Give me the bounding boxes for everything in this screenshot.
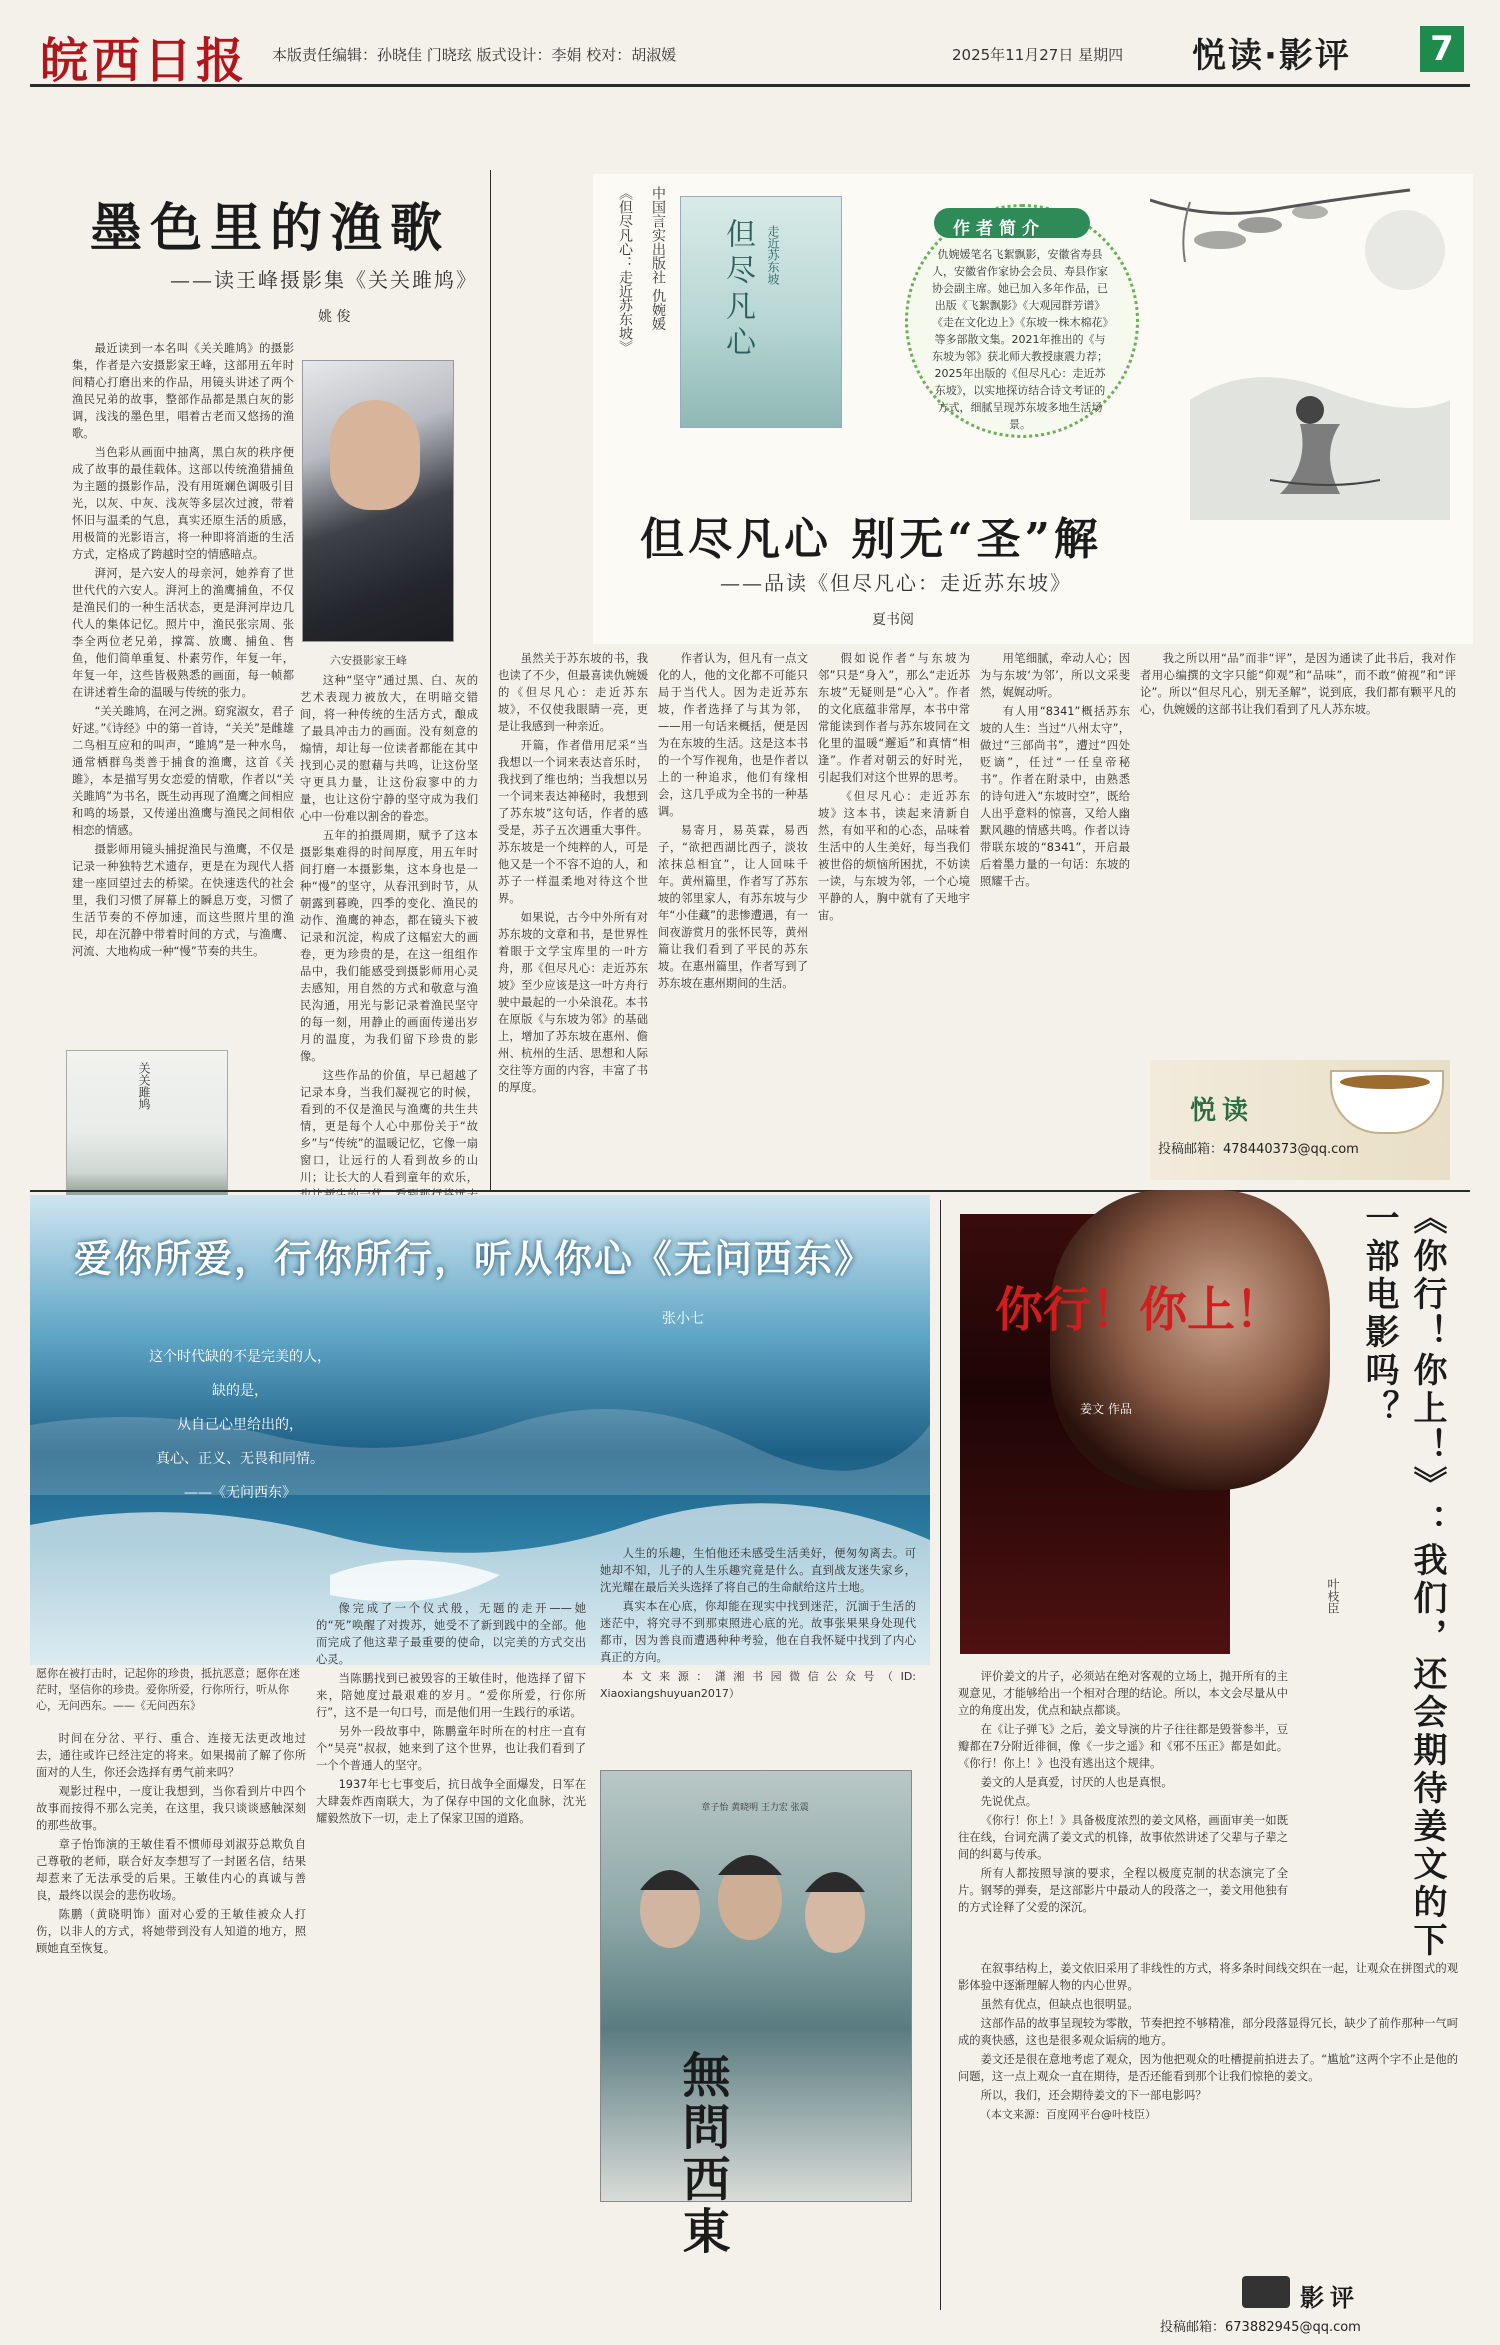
- book-cover-dongpo: [680, 196, 842, 428]
- paragraph: 用笔细腻，牵动人心；因为与东坡‘为邻’，所以文采斐然，娓娓动听。: [980, 652, 1130, 699]
- paragraph: 开篇，作者借用尼采“当我想以一个词来表达音乐时，我找到了维也纳；当我想以另一个词来表达神秘时，我想到了苏东坡”这句话，作者的感受是，苏子五次遇重大事件。苏东坡是一个纯粹的人，可是他又是一个不容不迫的人，和苏子一样温柔地对待这个世界。: [498, 739, 648, 905]
- quote-line: 真心、正义、无畏和同情。: [156, 1451, 324, 1467]
- tea-surface: [1340, 1075, 1430, 1089]
- paragraph: 我之所以用“品”而非“评”，是因为通读了此书后，我对作者用心编撰的文字只能“仰观”和“品味”，而不敢“俯视”和“评论”。所以“但尽凡心，别无圣解”，说到底，我们都有颗平凡的心，仇婉媛的这部书让我们看到了凡人苏东坡。: [1140, 652, 1456, 716]
- author-intro-text: 仇婉媛笔名飞絮飘影，安徽省寿县人，安徽省作家协会会员、寿县作家协会副主席。她已加入多年作品，已出版《飞絮飘影》《大观园群芳谱》《走在文化边上》《东坡一株木棉花》等多部散文集。2021年推出的《与东坡为邻》获北师大教授康震力荐；2025年出版的《但尽凡心：走近苏东坡》，以实地探访结合诗文考证的方式，细腻呈现苏东坡多地生活场景。: [932, 248, 1108, 431]
- article1-column-2: [300, 672, 478, 1202]
- paragraph: 《但尽凡心：走近苏东坡》这本书，读起来清新自然，有如平和的心态，品味着生活中的人生美好，每当我们被世俗的烦恼所困扰，不妨读一读，与东坡为邻，一个心境平静的人，胸中就有了天地宇宙。: [818, 790, 970, 922]
- portrait-face: [330, 400, 420, 510]
- article1-author: 姚 俊: [318, 309, 351, 325]
- quote-line: 缺的是，: [212, 1383, 268, 1399]
- column-divider: [490, 170, 491, 1190]
- contribution-email-1: 投稿邮箱：478440373@qq.com: [1158, 1142, 1359, 1157]
- article2-column-3: [818, 650, 970, 1180]
- horizontal-divider: [30, 1190, 1470, 1192]
- article3-column-2: [316, 1600, 586, 2310]
- poem-caption: 愿你在被打击时，记起你的珍贵，抵抗恶意；愿你在迷茫时，坚信你的珍贵。爱你所爱，行你所行，听从你心，无问西东。——《无问西东》: [36, 1667, 300, 1712]
- paragraph: 在《让子弹飞》之后，姜文导演的片子往往都是毁誉参半，豆瓣都在7分附近徘徊，像《一步之遥》和《邪不压正》都是如此。《你行！你上！》也没有逃出这个规律。: [958, 1723, 1288, 1770]
- paragraph: 易寄月，易英霖，易西子，“欲把西湖比西子，淡妆浓抹总相宜”，让人回味千年。黄州篇里，作者写了苏东坡的邻里家人，有苏东坡与少年“小佳藏”的悲惨遭遇，有一间夜游赏月的张怀民等，黄州篇让我们看到了平民的苏东坡。在惠州篇里，作者写到了苏东坡在惠州期间的生活。: [658, 824, 808, 990]
- article2-column-1: [498, 650, 648, 1180]
- poster-credits: 章子怡 黄晓明 王力宏 张震: [701, 1803, 809, 1813]
- poster-title: 無問西東: [674, 2050, 730, 2258]
- article2-title: 但尽凡心 别无“圣”解: [640, 514, 1102, 565]
- paragraph: 这部作品的故事呈现较为零散，节奏把控不够精准，部分段落显得冗长，缺少了前作那种一气呵成的爽快感，这也是很多观众诟病的地方。: [958, 2017, 1458, 2047]
- book-cover-subtitle: 走近苏东坡: [766, 225, 780, 285]
- poster-title: 你行！你上！: [995, 1282, 1284, 1338]
- paragraph: 如果说，古今中外所有对苏东坡的文章和书，是世界性着眼于文学宝库里的一叶方舟，那《但尽凡心：走近苏东坡》至少应该是这一叶方舟行驶中最起的一小朵浪花。本书在原版《与东坡为邻》的基础上，增加了苏东坡在惠州、儋州、杭州的生活、思想和人际交往等方面的内容，丰富了书的厚度。: [498, 911, 648, 1094]
- paragraph: 真实本在心底，你却能在现实中找到迷茫，沉湎于生活的迷茫中，将究寻不到那束照进心底的光。故事张果果身处现代都市，因为善良而遭遇种种考验，他在自我怀疑中找到了内心真正的方向。: [600, 1600, 916, 1664]
- article3-author: 张小七: [662, 1311, 704, 1327]
- book-info-title: 《但尽凡心：走近苏东坡》: [617, 186, 633, 354]
- quote-line: 从自己心里给出的，: [177, 1417, 303, 1433]
- article2-column-4: [980, 650, 1130, 1180]
- paragraph: 这种“坚守”通过黑、白、灰的艺术表现力被放大，在明暗交错间，将一种传统的生活方式，酿成了最具冲击力的画面。没有刻意的煽情，却让每一位读者都能在其中找到心灵的慰藉与共鸣，让这份坚守更具力量，让这份寂寥中的力量，也让这份宁静的坚守成为我们心中一份难以割舍的眷恋。: [300, 674, 478, 823]
- article2-author: 夏书阅: [872, 612, 914, 628]
- article3-title: 爱你所爱，行你所行，听从你心《无问西东》: [74, 1236, 875, 1281]
- article1-column-1: [72, 340, 294, 1040]
- article2-column-2: [658, 650, 808, 1180]
- yingping-label: 影评: [1300, 2283, 1360, 2312]
- paragraph: 作者认为，但凡有一点文化的人，他的文化都不可能只局于当代人。因为走近苏东坡，作者选择了与其为邻，——用一句话来概括，便是因为在东坡的生活。这是这本书的一个写作视角，也是作者以上的一种追求，他们有缘相会，这几乎成为全书的一种基调。: [658, 652, 808, 818]
- quote-line: 这个时代缺的不是完美的人，: [149, 1349, 331, 1365]
- paragraph: 人生的乐趣，生怕他还未感受生活美好，便匆匆离去。可她却不知，儿子的人生乐趣究竟是什么。直到战友迷失家乡，沈光耀在最后关头选择了将自己的生命献给这片土地。: [600, 1547, 916, 1594]
- paragraph: 1937年七七事变后，抗日战争全面爆发，日军在大肆轰炸西南联大，为了保存中国的文化血脉，沈光耀毅然放下一切，走上了保家卫国的道路。: [316, 1778, 586, 1825]
- paragraph: 湃河，是六安人的母亲河，她养育了世世代代的六安人。湃河上的渔鹰捕鱼，不仅是渔民们的一种生活状态，更是湃河岸边几代人的集体记忆。照片中，渔民张宗周、张李全两位老兄弟，撑篙、放鹰、捕鱼、售鱼，他们简单重复、朴素劳作，年复一年，年复一年，这些皆极熟悉的画面，每一帧都在讲述着生命的温暖与传统的张力。: [72, 567, 294, 699]
- section-title: 悦读·影评: [1192, 36, 1351, 76]
- contribution-email-2: 投稿邮箱：673882945@qq.com: [1160, 2320, 1361, 2335]
- paragraph: 另外一段故事中，陈鹏童年时所在的村庄一直有个“吴亮”叔叔，她来到了这个世界，也让我们看到了一个个普通人的坚守。: [316, 1725, 586, 1772]
- paragraph: 章子怡饰演的王敏佳看不惯师母刘淑芬总欺负自己尊敬的老师，联合好友李想写了一封匿名信，结果却惹来了无法承受的后果。王敏佳内心的真诚与善良，最终以误会的悲伤收场。: [36, 1838, 306, 1902]
- source-note: 本文来源：潇湘书园微信公众号（ID: Xiaoxiangshuyuan2017）: [600, 1670, 916, 1700]
- issue-date: 2025年11月27日 星期四: [952, 46, 1124, 64]
- paragraph: 时间在分岔、平行、重合、连接无法更改地过去，通往或许已经注定的将来。如果揭前了解了你所面对的人生，你还会选择有勇气前来吗？: [36, 1732, 306, 1779]
- book-cover-title: 但尽凡心: [720, 218, 755, 362]
- article2-subtitle: ——品读《但尽凡心：走近苏东坡》: [720, 571, 1072, 595]
- paragraph: 评价姜文的片子，必须站在绝对客观的立场上，抛开所有的主观意见，才能够给出一个相对合理的结论。所以，本文会尽量从中立的角度出发，优点和缺点都谈。: [958, 1670, 1288, 1717]
- editor-credits: 本版责任编辑：孙晓佳 门晓玹 版式设计：李娟 校对：胡淑媛: [272, 46, 677, 64]
- article1-subtitle: ——读王峰摄影集《关关雎鸠》: [170, 268, 478, 292]
- yuedu-label: 悦读: [1190, 1096, 1255, 1126]
- ink-painting-illustration: [1150, 180, 1470, 520]
- page-number: 7: [1420, 26, 1464, 72]
- paragraph: 姜文还是很在意地考虑了观众，因为他把观众的吐槽提前拍进去了。“尴尬”这两个字不止是他的问题，这一点上观众一直在期待，是否还能看到那个让我们惊艳的姜文。: [958, 2053, 1458, 2083]
- paragraph: 假如说作者“与东坡为邻”只是“身入”，那么“走近苏东坡”无疑则是“心入”。作者的文化底蕴非常厚，本书中常常能读到作者与苏东坡同在文化里的温暖“邂逅”和真情“相逢”。作者对朝云的好时光，引起我们对这个世界的思考。: [818, 652, 970, 784]
- article3-column-1: [36, 1730, 306, 2310]
- film-reel-icon: [1242, 2276, 1290, 2308]
- poster-portrait: [1050, 1190, 1330, 1490]
- paragraph: 最近读到一本名叫《关关雎鸠》的摄影集，作者是六安摄影家王峰，这部用五年时间精心打磨出来的作品，用镜头讲述了两个渔民兄弟的故事，整部作品都是黑白灰的影调，浅浅的墨色里，唱着古老而又悠扬的渔歌。: [72, 342, 294, 440]
- paragraph: 在叙事结构上，姜文依旧采用了非线性的方式，将多条时间线交织在一起，让观众在拼图式的观影体验中逐渐理解人物的内心世界。: [958, 1962, 1458, 1992]
- paragraph: 这些作品的价值，早已超越了记录本身，当我们凝视它的时候，看到的不仅是渔民与渔鹰的共生共情，更是每个人心中那份关于“故乡”与“传统”的温暖记忆，它像一扇窗口，让远行的人看到故乡的山川；让长大的人看到童年的欢乐，: [300, 1069, 478, 1184]
- article4-column-2: [958, 1960, 1458, 2255]
- paragraph: 有人用“8341”概括苏东坡的人生：当过“八州太守”，做过“三部尚书”，遭过“四处贬谪”，任过“一任皇帝秘书”。作者在附录中，由熟悉的诗句进入“东坡时空”，既给人出乎意料的惊喜，又给人幽默风趣的情感共鸣。作者以诗带联东坡的“8341”，开启最后着墨力量的一句话：东坡的照耀千古。: [980, 705, 1130, 888]
- paragraph: 当陈鹏找到已被毁容的王敏佳时，他选择了留下来，陪她度过最艰难的岁月。“爱你所爱，行你所行”，这不是一句口号，而是他们用一生践行的承诺。: [316, 1672, 586, 1719]
- poster-faces: [600, 1830, 910, 2030]
- paragraph: 先说优点。: [980, 1795, 1038, 1808]
- article2-column-5: [1140, 650, 1456, 1050]
- paragraph: 所有人都按照导演的要求，全程以极度克制的状态演完了全片。钢琴的弹奏，是这部影片中最动人的段落之一，姜文用他独有的方式诠释了父爱的深沉。: [958, 1867, 1288, 1914]
- paragraph: 虽然关于苏东坡的书，我也读了不少，但最喜读仇婉媛的《但尽凡心：走近苏东坡》，不仅使我眼睛一亮，更是让我感到一种亲近。: [498, 652, 648, 733]
- paragraph: 当色彩从画面中抽离，黑白灰的秩序便成了故事的最佳载体。这部以传统渔猎捕鱼为主题的摄影作品，没有用斑斓色调吸引目光，以灰、中灰、浅灰等多层次过渡，带着怀旧与温柔的气息，真实还原生活的质感，用极简的光影语言，将一种即将消逝的生活方式，定格成了跨越时空的情感暗点。: [72, 446, 294, 561]
- article4-column-1: [958, 1668, 1288, 1938]
- source-note: （本文来源：百度网平台@叶枝臣）: [980, 2108, 1156, 2121]
- poster-subtitle: 姜文 作品: [1080, 1402, 1132, 1416]
- portrait-caption: 六安摄影家王峰: [330, 654, 407, 667]
- paragraph: 摄影师用镜头捕捉渔民与渔鹰，不仅是记录一种独特艺术遗存，更是在为现代人搭建一座回望过去的桥梁。在快速迭代的社会里，我们习惯了屏幕上的瞬息万变，习惯了生活节奏的不停加速，而这些照片里的渔民，却在沉静中带着时间的方式，与渔鹰、河流、大地构成一种“慢”节奏的共生。: [72, 843, 294, 958]
- paragraph: 五年的拍摄周期，赋予了这本摄影集难得的时间厚度，用五年时间打磨一本摄影集，这本身也是一种“慢”的坚守，从春汛到时节，从朝露到暮晚，四季的变化、渔民的动作、渔鹰的神态，都在镜头下被记录和沉淀，构成了这幅宏大的画卷，更为珍贵的是，在这一组组作品中，我们能感受到摄影师用心灵去感知，用自然的方式和敬意与渔民沟通，用光与影记录着渔民坚守的每一刻，用静止的画面传递出岁月的温度，为我们留下珍贵的影像。: [300, 829, 478, 1063]
- article1-title: 墨色里的渔歌: [90, 198, 451, 259]
- book-cover-title: 关关雎鸠: [137, 1062, 151, 1110]
- book-info-publisher: 中国言实出版社 仇婉媛: [650, 186, 666, 331]
- paragraph: 《你行！你上！》具备极度浓烈的姜文风格，画面审美一如既往在线，台词充满了姜文式的机锋，故事依然讲述了父辈与子辈之间的纠葛与传承。: [958, 1814, 1288, 1861]
- paragraph: 虽然有优点，但缺点也很明显。: [980, 1998, 1139, 2011]
- movie-quote: [120, 1340, 360, 1510]
- paragraph: “关关雎鸠，在河之洲。窈窕淑女，君子好逑。”《诗经》中的第一首诗，“关关”是雌雄二鸟相互应和的叫声，“雎鸠”是一种水鸟，通常栖群鸟类善于捕食的渔鹰，这首《关雎》，本是描写男女恋爱的情歌，作者以“关关雎鸠”为书名，既生动再现了渔鹰之间相应和鸣的场景，又传递出渔鹰与渔民之间相依相恋的情感。: [72, 705, 294, 837]
- paragraph: 姜文的人是真爱，讨厌的人也是真恨。: [980, 1776, 1173, 1789]
- article4-author: 叶枝臣: [1326, 1578, 1340, 1614]
- paragraph: 像完成了一个仪式般，无题的走开——她的“死”唤醒了对拨苏，她受不了新到践中的全部。他而完成了他这辈子最重要的使命，以完美的方式交出心灵。: [316, 1602, 586, 1666]
- paragraph: 陈鹏（黄晓明饰）面对心爱的王敏佳被众人打伤，以非人的方式，将她带到没有人知道的地方，照顾她直至恢复。: [36, 1908, 306, 1955]
- masthead-logo: 皖西日报: [40, 33, 249, 89]
- article3-column-3: [600, 1545, 916, 1760]
- author-intro-label: 作者简介: [953, 219, 1045, 239]
- paragraph: 观影过程中，一度让我想到，当你看到片中四个故事而按得不那么完美，在这里，我只谈谈感触深刻的那些故事。: [36, 1785, 306, 1832]
- article4-title: 《你行！你上！》：我们，还会期待姜文的下一部电影吗？: [1359, 1200, 1447, 1960]
- paragraph: 所以，我们，还会期待姜文的下一部电影吗？: [980, 2089, 1207, 2102]
- column-divider: [940, 1200, 941, 2310]
- quote-line: ——《无问西东》: [184, 1485, 296, 1501]
